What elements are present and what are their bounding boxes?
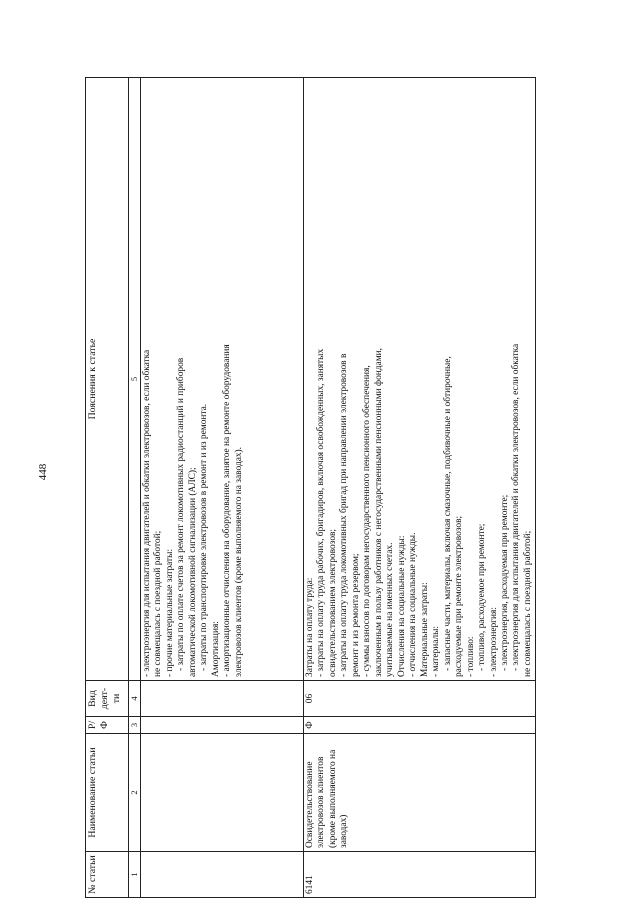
explanation-line: учитываемые на именных счетах.	[385, 542, 396, 677]
header-rf: Р/ Ф	[86, 717, 129, 734]
column-number: 4	[129, 681, 141, 717]
explanation-line: - затраты по оплате счетов за ремонт локомотивных радиостанций и приборов	[176, 357, 187, 671]
activity-cell: 06	[304, 681, 536, 717]
column-number: 1	[129, 852, 141, 898]
explanation-line: - запасные части, материалы, включая смазочные, подбивочные и обтирочные,	[442, 356, 453, 671]
explanation-line: Материальные затраты:	[419, 582, 430, 677]
explanation-line: - затраты на оплату труда рабочих, бригадиров, включая освобожденных, занятых	[316, 348, 327, 677]
explanation-line: - топливо, расходуемое при ремонте;	[477, 523, 488, 671]
table-row	[304, 78, 536, 898]
header-article-no: № статьи	[86, 852, 129, 898]
rf-cell	[141, 717, 304, 734]
explanation-line: - электроэнергия:	[488, 607, 499, 677]
explanation-line: - материалы:	[431, 625, 442, 677]
explanation-line: - отчисления на социальные нужды.	[408, 532, 419, 677]
explanation-line: ремонт и из ремонта резервом;	[350, 553, 361, 677]
rf-cell: Ф	[304, 717, 536, 734]
activity-cell	[141, 681, 304, 717]
explanation-line: - электроэнергия, расходуемая при ремонте;	[499, 494, 510, 671]
explanation-line: не совмещалась с поездной работой;	[153, 530, 164, 677]
explanation-cell	[141, 78, 304, 681]
header-row	[86, 78, 129, 898]
header-article-name: Наименование статьи	[86, 734, 129, 852]
explanation-line: - амортизационные отчисления на оборудование, занятое на ремонте оборудования	[222, 344, 233, 677]
table-container	[85, 78, 575, 898]
table-row	[141, 78, 304, 898]
column-number: 5	[129, 78, 141, 681]
explanation-line: - электроэнергия для испытания двигателей и обкатки электровозов, если обкатка	[511, 343, 522, 671]
explanation-line: - затраты на оплату труда локомотивных бригад при направлении электровозов в	[339, 353, 350, 677]
explanation-line: электровозов клиентов (кроме выполняемого на заводах).	[233, 446, 244, 677]
article-name-cell: Освидетельствование электровозов клиентов (кроме выполняемого на заводах)	[304, 734, 536, 852]
article-name-cell	[141, 734, 304, 852]
column-number: 3	[129, 717, 141, 734]
explanation-line: - суммы взносов по договорам негосударственного пенсионного обеспечения,	[362, 365, 373, 677]
explanation-line: автоматической локомотивной сигнализации (АЛС);	[187, 467, 198, 677]
column-number: 2	[129, 734, 141, 852]
column-number-row	[129, 78, 141, 898]
explanation-line: освидетельствованием электровозов;	[327, 528, 338, 677]
article-no-cell: 6141	[304, 852, 536, 898]
articles-table	[85, 77, 536, 898]
explanation-cell	[304, 78, 536, 681]
explanation-line: Отчисления на социальные нужды:	[396, 535, 407, 677]
explanation-line: расходуемые при ремонте электровозов;	[454, 515, 465, 677]
explanation-line: заключенным в пользу работников с негосударственными пенсионными фондами,	[373, 348, 384, 677]
explanation-line: - прочие материальные затраты:	[164, 548, 175, 677]
explanation-line: - электроэнергия для испытания двигателей и обкатки электровозов, если обкатка	[142, 349, 152, 677]
explanation-line: - топливо:	[465, 636, 476, 677]
header-activity-type: Вид деят-ти	[86, 681, 129, 717]
article-no-cell	[141, 852, 304, 898]
explanation-line: Затраты на оплату труда:	[305, 577, 315, 677]
explanation-line: - затраты по транспортировке электровозов в ремонт и из ремонта.	[199, 403, 210, 671]
page-number: 448	[37, 463, 49, 481]
rotated-sheet	[85, 78, 575, 898]
explanation-line: Амортизация:	[210, 621, 221, 677]
header-explanation: Пояснения к статье	[86, 78, 129, 681]
explanation-line: не совмещалась с поездной работой;	[522, 530, 533, 677]
